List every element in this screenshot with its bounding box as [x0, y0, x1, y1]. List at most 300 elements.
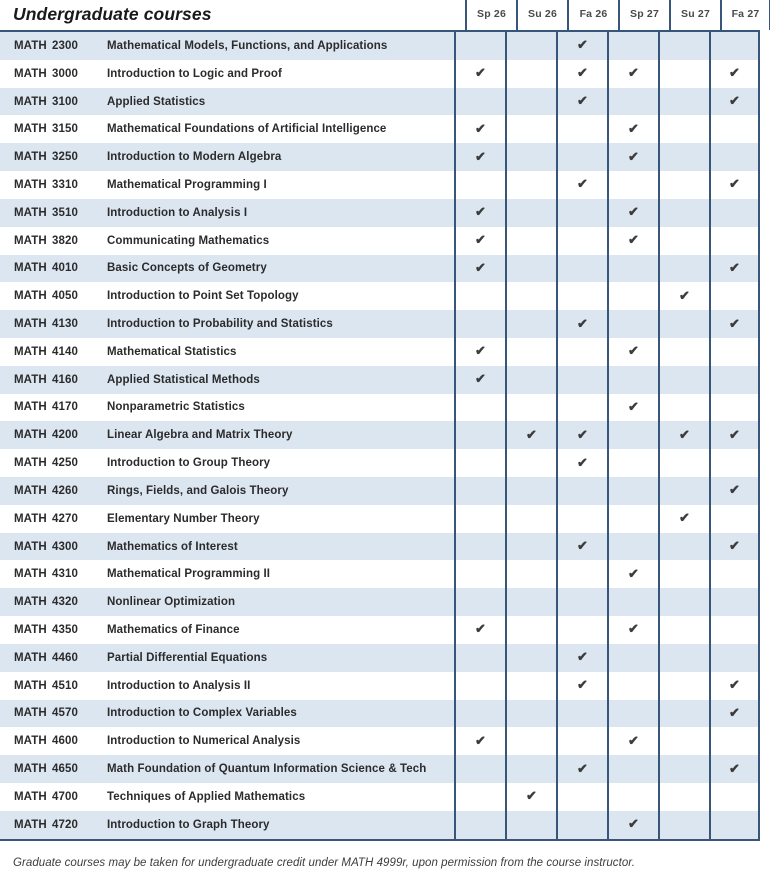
course-subject: MATH	[14, 429, 47, 442]
table-row	[0, 199, 760, 227]
table-header	[0, 0, 770, 30]
course-title: Mathematics of Finance	[107, 623, 240, 636]
table-row	[0, 366, 760, 394]
check-icon: ✔	[475, 371, 486, 387]
table-row	[0, 143, 760, 171]
term-cell-fa-27	[709, 60, 760, 88]
term-cell-sp-26	[454, 727, 505, 755]
term-cell-su-27	[658, 811, 709, 839]
term-cell-su-26	[505, 533, 556, 561]
term-cell-su-26	[505, 727, 556, 755]
term-cell-su-27	[658, 644, 709, 672]
check-icon: ✔	[475, 621, 486, 637]
course-title: Introduction to Probability and Statistics	[107, 318, 333, 331]
term-cell-sp-27	[607, 227, 658, 255]
term-cell-fa-26	[556, 394, 607, 422]
course-number: 4130	[52, 318, 78, 331]
check-icon: ✔	[577, 65, 588, 81]
course-subject: MATH	[14, 623, 47, 636]
term-cell-sp-26	[454, 88, 505, 116]
term-cell-su-27	[658, 672, 709, 700]
course-title: Applied Statistical Methods	[107, 373, 260, 386]
term-cell-su-26	[505, 505, 556, 533]
course-number: 4460	[52, 651, 78, 664]
term-cell-fa-27	[709, 338, 760, 366]
check-icon: ✔	[475, 259, 486, 275]
check-icon: ✔	[729, 538, 740, 554]
course-subject: MATH	[14, 373, 47, 386]
check-icon: ✔	[729, 93, 740, 109]
course-subject: MATH	[14, 735, 47, 748]
course-number: 4250	[52, 457, 78, 470]
term-cell-sp-27	[607, 811, 658, 839]
term-cell-sp-27	[607, 282, 658, 310]
course-subject: MATH	[14, 318, 47, 331]
check-icon: ✔	[475, 120, 486, 136]
term-cell-fa-27	[709, 227, 760, 255]
course-title: Introduction to Analysis I	[107, 206, 248, 219]
course-number: 3310	[52, 178, 78, 191]
check-icon: ✔	[729, 482, 740, 498]
table-row	[0, 588, 760, 616]
term-cell-fa-26	[556, 616, 607, 644]
term-cell-su-27	[658, 143, 709, 171]
term-cell-su-26	[505, 171, 556, 199]
table-row	[0, 255, 760, 283]
course-subject: MATH	[14, 95, 47, 108]
term-cell-fa-27	[709, 449, 760, 477]
check-icon: ✔	[526, 788, 537, 804]
term-cell-fa-26	[556, 560, 607, 588]
check-icon: ✔	[729, 704, 740, 720]
course-subject: MATH	[14, 151, 47, 164]
course-title: Introduction to Analysis II	[107, 679, 251, 692]
term-cell-su-27	[658, 449, 709, 477]
course-number: 4650	[52, 763, 78, 776]
term-cell-su-26	[505, 421, 556, 449]
term-cell-su-27	[658, 588, 709, 616]
term-cell-fa-27	[709, 560, 760, 588]
check-icon: ✔	[628, 343, 639, 359]
term-header-group	[465, 0, 770, 30]
term-cell-sp-26	[454, 310, 505, 338]
term-cell-su-27	[658, 727, 709, 755]
table-row	[0, 171, 760, 199]
term-cell-fa-27	[709, 394, 760, 422]
term-header-fa-27: Fa 27	[720, 0, 770, 30]
check-icon: ✔	[729, 315, 740, 331]
term-cell-fa-27	[709, 783, 760, 811]
term-cell-fa-26	[556, 199, 607, 227]
course-number: 4270	[52, 512, 78, 525]
course-subject: MATH	[14, 512, 47, 525]
term-cell-su-26	[505, 811, 556, 839]
check-icon: ✔	[729, 426, 740, 442]
term-cell-fa-26	[556, 88, 607, 116]
course-subject: MATH	[14, 457, 47, 470]
term-cell-fa-27	[709, 700, 760, 728]
course-number: 4010	[52, 262, 78, 275]
term-cell-su-27	[658, 199, 709, 227]
check-icon: ✔	[577, 37, 588, 53]
term-cell-su-27	[658, 560, 709, 588]
term-cell-su-26	[505, 338, 556, 366]
course-number: 4160	[52, 373, 78, 386]
check-icon: ✔	[577, 315, 588, 331]
term-cell-su-26	[505, 32, 556, 60]
course-subject: MATH	[14, 484, 47, 497]
course-title: Linear Algebra and Matrix Theory	[107, 429, 293, 442]
term-cell-sp-26	[454, 811, 505, 839]
term-cell-sp-27	[607, 727, 658, 755]
course-title: Mathematics of Interest	[107, 540, 238, 553]
check-icon: ✔	[475, 732, 486, 748]
term-cell-fa-27	[709, 88, 760, 116]
term-cell-sp-26	[454, 282, 505, 310]
term-cell-sp-26	[454, 115, 505, 143]
check-icon: ✔	[729, 760, 740, 776]
term-cell-su-27	[658, 394, 709, 422]
term-cell-sp-26	[454, 199, 505, 227]
table-row	[0, 115, 760, 143]
term-cell-sp-26	[454, 60, 505, 88]
course-number: 4510	[52, 679, 78, 692]
course-subject: MATH	[14, 818, 47, 831]
table-row	[0, 338, 760, 366]
course-subject: MATH	[14, 290, 47, 303]
term-cell-su-26	[505, 672, 556, 700]
term-cell-fa-26	[556, 449, 607, 477]
term-cell-fa-27	[709, 727, 760, 755]
term-cell-fa-26	[556, 32, 607, 60]
course-number: 4200	[52, 429, 78, 442]
check-icon: ✔	[679, 510, 690, 526]
term-cell-fa-27	[709, 310, 760, 338]
course-subject: MATH	[14, 763, 47, 776]
term-cell-su-27	[658, 32, 709, 60]
term-cell-fa-27	[709, 255, 760, 283]
term-cell-sp-27	[607, 366, 658, 394]
term-cell-fa-26	[556, 282, 607, 310]
check-icon: ✔	[729, 677, 740, 693]
term-cell-fa-26	[556, 644, 607, 672]
term-cell-sp-26	[454, 616, 505, 644]
table-row	[0, 505, 760, 533]
term-cell-sp-27	[607, 255, 658, 283]
term-cell-sp-27	[607, 310, 658, 338]
term-cell-sp-27	[607, 143, 658, 171]
course-number: 4320	[52, 596, 78, 609]
term-cell-fa-26	[556, 700, 607, 728]
term-cell-su-27	[658, 755, 709, 783]
term-cell-sp-27	[607, 783, 658, 811]
term-cell-sp-26	[454, 533, 505, 561]
course-title: Introduction to Logic and Proof	[107, 67, 282, 80]
term-cell-su-27	[658, 700, 709, 728]
term-header-su-26: Su 26	[516, 0, 567, 30]
term-cell-fa-27	[709, 171, 760, 199]
term-cell-sp-27	[607, 560, 658, 588]
term-cell-sp-27	[607, 533, 658, 561]
term-cell-sp-26	[454, 421, 505, 449]
term-cell-fa-27	[709, 533, 760, 561]
term-cell-sp-27	[607, 32, 658, 60]
term-cell-su-27	[658, 783, 709, 811]
course-subject: MATH	[14, 39, 47, 52]
course-number: 4350	[52, 623, 78, 636]
term-cell-su-27	[658, 171, 709, 199]
term-cell-sp-26	[454, 783, 505, 811]
term-cell-fa-27	[709, 282, 760, 310]
course-number: 4050	[52, 290, 78, 303]
course-title: Introduction to Complex Variables	[107, 707, 297, 720]
term-cell-fa-27	[709, 421, 760, 449]
check-icon: ✔	[628, 148, 639, 164]
term-cell-fa-27	[709, 755, 760, 783]
term-cell-fa-26	[556, 505, 607, 533]
term-cell-su-26	[505, 755, 556, 783]
term-header-sp-27: Sp 27	[618, 0, 669, 30]
term-cell-sp-27	[607, 199, 658, 227]
course-number: 3250	[52, 151, 78, 164]
term-cell-sp-26	[454, 560, 505, 588]
course-subject: MATH	[14, 707, 47, 720]
term-cell-sp-27	[607, 421, 658, 449]
term-cell-su-27	[658, 227, 709, 255]
term-cell-fa-27	[709, 115, 760, 143]
term-cell-fa-26	[556, 783, 607, 811]
term-cell-sp-27	[607, 477, 658, 505]
course-number: 4300	[52, 540, 78, 553]
course-title: Applied Statistics	[107, 95, 206, 108]
table-row	[0, 60, 760, 88]
term-cell-sp-27	[607, 700, 658, 728]
course-title: Introduction to Modern Algebra	[107, 151, 282, 164]
table-row	[0, 700, 760, 728]
course-subject: MATH	[14, 540, 47, 553]
check-icon: ✔	[628, 204, 639, 220]
course-subject: MATH	[14, 234, 47, 247]
term-cell-su-27	[658, 255, 709, 283]
term-cell-sp-26	[454, 672, 505, 700]
table-row	[0, 560, 760, 588]
check-icon: ✔	[577, 677, 588, 693]
term-cell-su-27	[658, 88, 709, 116]
term-cell-sp-26	[454, 171, 505, 199]
course-subject: MATH	[14, 206, 47, 219]
course-title: Introduction to Point Set Topology	[107, 290, 299, 303]
table-row	[0, 88, 760, 116]
term-cell-sp-26	[454, 700, 505, 728]
term-cell-sp-26	[454, 255, 505, 283]
term-cell-fa-27	[709, 672, 760, 700]
term-cell-sp-26	[454, 449, 505, 477]
term-cell-fa-27	[709, 616, 760, 644]
course-number: 2300	[52, 39, 78, 52]
term-cell-sp-27	[607, 449, 658, 477]
term-cell-su-27	[658, 477, 709, 505]
term-cell-fa-26	[556, 255, 607, 283]
term-cell-su-26	[505, 60, 556, 88]
check-icon: ✔	[526, 426, 537, 442]
term-cell-sp-27	[607, 755, 658, 783]
course-number: 4570	[52, 707, 78, 720]
course-number: 4700	[52, 790, 78, 803]
term-cell-fa-26	[556, 143, 607, 171]
check-icon: ✔	[628, 732, 639, 748]
term-cell-su-26	[505, 366, 556, 394]
term-cell-su-26	[505, 143, 556, 171]
course-subject: MATH	[14, 679, 47, 692]
table-row	[0, 672, 760, 700]
course-title: Partial Differential Equations	[107, 651, 268, 664]
course-subject: MATH	[14, 67, 47, 80]
course-subject: MATH	[14, 596, 47, 609]
term-cell-sp-26	[454, 366, 505, 394]
check-icon: ✔	[628, 65, 639, 81]
course-title: Math Foundation of Quantum Information Science & Tech	[107, 763, 427, 776]
table-row	[0, 727, 760, 755]
term-cell-sp-26	[454, 588, 505, 616]
course-subject: MATH	[14, 568, 47, 581]
table-row	[0, 449, 760, 477]
term-cell-fa-27	[709, 199, 760, 227]
course-title: Nonparametric Statistics	[107, 401, 245, 414]
term-cell-su-27	[658, 366, 709, 394]
term-cell-su-27	[658, 505, 709, 533]
course-number: 4170	[52, 401, 78, 414]
term-cell-fa-26	[556, 60, 607, 88]
term-cell-fa-26	[556, 421, 607, 449]
table-row	[0, 32, 760, 60]
term-cell-su-27	[658, 60, 709, 88]
course-number: 3000	[52, 67, 78, 80]
term-cell-su-26	[505, 88, 556, 116]
term-cell-su-26	[505, 282, 556, 310]
course-title: Introduction to Graph Theory	[107, 818, 270, 831]
term-cell-su-26	[505, 616, 556, 644]
course-title: Elementary Number Theory	[107, 512, 260, 525]
term-cell-su-26	[505, 644, 556, 672]
check-icon: ✔	[628, 816, 639, 832]
table-row	[0, 282, 760, 310]
term-cell-fa-27	[709, 477, 760, 505]
check-icon: ✔	[729, 65, 740, 81]
term-cell-su-26	[505, 588, 556, 616]
term-cell-sp-27	[607, 505, 658, 533]
course-number: 3150	[52, 123, 78, 136]
term-cell-fa-26	[556, 338, 607, 366]
check-icon: ✔	[577, 93, 588, 109]
page-title: Undergraduate courses	[13, 4, 212, 24]
table-row	[0, 533, 760, 561]
term-cell-sp-26	[454, 477, 505, 505]
course-number: 4140	[52, 345, 78, 358]
course-subject: MATH	[14, 790, 47, 803]
term-cell-fa-26	[556, 171, 607, 199]
check-icon: ✔	[628, 232, 639, 248]
term-cell-su-27	[658, 533, 709, 561]
table-row	[0, 421, 760, 449]
table-row	[0, 477, 760, 505]
term-cell-fa-27	[709, 366, 760, 394]
check-icon: ✔	[577, 176, 588, 192]
course-title: Mathematical Statistics	[107, 345, 237, 358]
course-subject: MATH	[14, 401, 47, 414]
course-number: 4260	[52, 484, 78, 497]
term-cell-fa-27	[709, 644, 760, 672]
check-icon: ✔	[577, 649, 588, 665]
term-cell-fa-26	[556, 755, 607, 783]
course-number: 4720	[52, 818, 78, 831]
term-cell-fa-26	[556, 588, 607, 616]
term-cell-su-26	[505, 115, 556, 143]
table-row	[0, 783, 760, 811]
course-title: Nonlinear Optimization	[107, 596, 236, 609]
course-number: 4310	[52, 568, 78, 581]
check-icon: ✔	[475, 343, 486, 359]
course-subject: MATH	[14, 262, 47, 275]
term-cell-fa-26	[556, 477, 607, 505]
term-cell-su-26	[505, 700, 556, 728]
term-cell-fa-26	[556, 310, 607, 338]
term-cell-su-26	[505, 477, 556, 505]
term-cell-su-26	[505, 449, 556, 477]
term-cell-fa-26	[556, 533, 607, 561]
check-icon: ✔	[475, 148, 486, 164]
course-subject: MATH	[14, 178, 47, 191]
term-cell-su-26	[505, 199, 556, 227]
term-cell-su-26	[505, 310, 556, 338]
check-icon: ✔	[475, 204, 486, 220]
course-title: Rings, Fields, and Galois Theory	[107, 484, 289, 497]
term-cell-sp-26	[454, 143, 505, 171]
course-subject: MATH	[14, 651, 47, 664]
check-icon: ✔	[729, 259, 740, 275]
term-cell-su-26	[505, 227, 556, 255]
term-cell-sp-26	[454, 227, 505, 255]
term-cell-fa-26	[556, 811, 607, 839]
check-icon: ✔	[628, 621, 639, 637]
check-icon: ✔	[679, 287, 690, 303]
check-icon: ✔	[628, 120, 639, 136]
course-title: Mathematical Models, Functions, and Applications	[107, 39, 388, 52]
term-cell-su-26	[505, 255, 556, 283]
table-row	[0, 310, 760, 338]
term-cell-sp-27	[607, 60, 658, 88]
term-cell-sp-27	[607, 338, 658, 366]
term-cell-sp-26	[454, 755, 505, 783]
table-row	[0, 644, 760, 672]
check-icon: ✔	[628, 398, 639, 414]
table-row	[0, 811, 760, 839]
term-cell-su-26	[505, 783, 556, 811]
term-cell-su-27	[658, 310, 709, 338]
check-icon: ✔	[577, 454, 588, 470]
check-icon: ✔	[679, 426, 690, 442]
term-cell-su-27	[658, 115, 709, 143]
course-title: Communicating Mathematics	[107, 234, 270, 247]
term-cell-su-27	[658, 282, 709, 310]
term-header-fa-26: Fa 26	[567, 0, 618, 30]
check-icon: ✔	[577, 426, 588, 442]
term-cell-sp-27	[607, 115, 658, 143]
course-title: Introduction to Numerical Analysis	[107, 735, 301, 748]
check-icon: ✔	[577, 538, 588, 554]
term-cell-sp-27	[607, 672, 658, 700]
term-cell-sp-27	[607, 171, 658, 199]
term-cell-sp-26	[454, 338, 505, 366]
